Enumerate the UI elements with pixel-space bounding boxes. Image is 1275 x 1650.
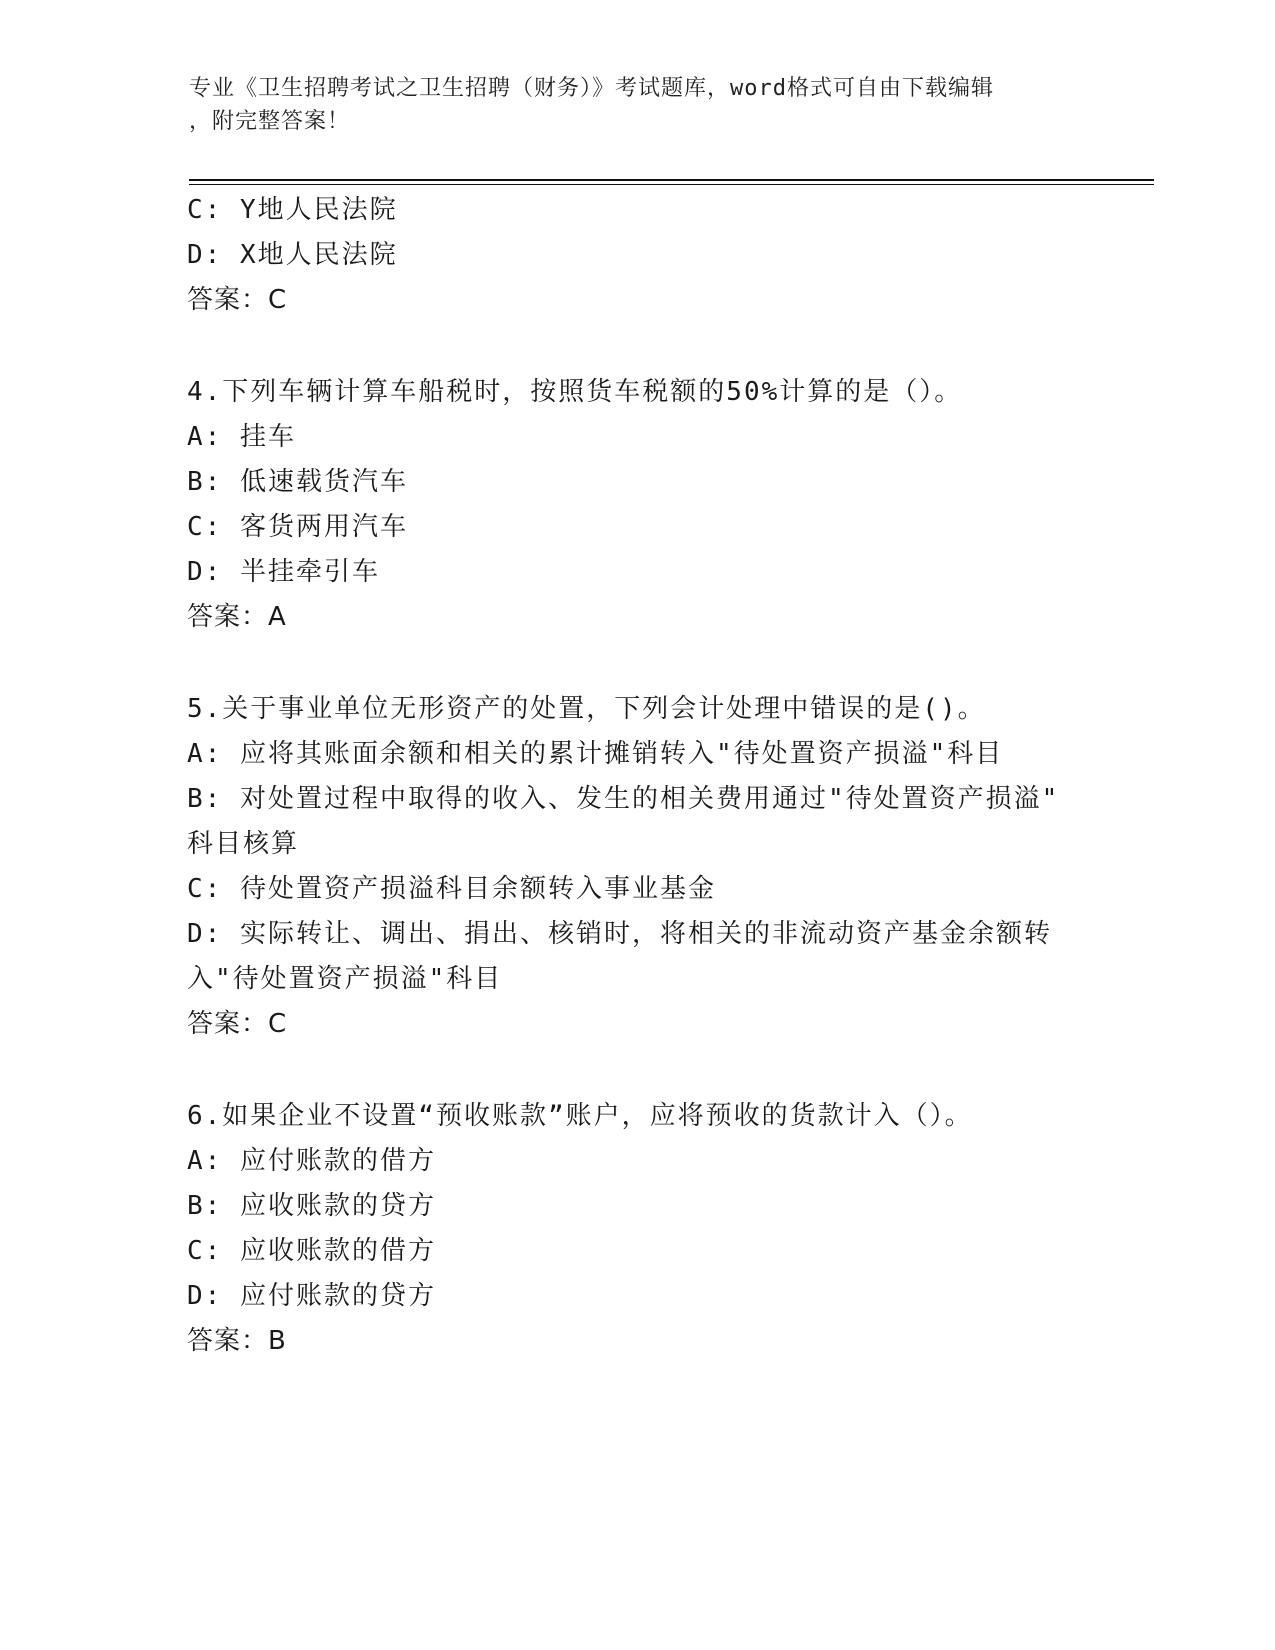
q5-question: 5.关于事业单位无形资产的处置，下列会计处理中错误的是()。 — [187, 694, 986, 724]
header-line-1: 专业《卫生招聘考试之卫生招聘（财务）》考试题库，word格式可自由下载编辑 — [189, 76, 994, 101]
spacer — [187, 640, 1087, 687]
q5-answer: 答案：C — [187, 1009, 288, 1039]
q6-option-b: B: 应收账款的贷方 — [187, 1191, 436, 1221]
question-list — [187, 188, 1087, 1364]
q5-option-d-line-2: 入"待处置资产损溢"科目 — [187, 964, 503, 994]
header-rule-thick — [189, 179, 1154, 181]
question-4 — [187, 370, 1087, 640]
header-line-2: ，附完整答案！ — [189, 109, 351, 134]
q6-option-d: D: 应付账款的贷方 — [187, 1281, 436, 1311]
q3-option-c: C: Y地人民法院 — [187, 195, 398, 225]
q6-answer: 答案：B — [187, 1326, 287, 1356]
header-rule-thin — [189, 184, 1154, 185]
q6-option-c: C: 应收账款的借方 — [187, 1236, 436, 1266]
question-3-tail — [187, 188, 1087, 323]
question-5 — [187, 687, 1087, 1047]
q4-option-b: B: 低速载货汽车 — [187, 467, 408, 497]
spacer — [187, 1047, 1087, 1094]
q5-option-a: A: 应将其账面余额和相关的累计摊销转入"待处置资产损溢"科目 — [187, 739, 1004, 769]
question-6 — [187, 1094, 1087, 1364]
q4-option-a: A: 挂车 — [187, 422, 296, 452]
q6-question: 6.如果企业不设置“预收账款”账户，应将预收的货款计入（）。 — [187, 1101, 973, 1131]
q4-option-c: C: 客货两用汽车 — [187, 512, 408, 542]
spacer — [187, 323, 1087, 370]
q4-option-d: D: 半挂牵引车 — [187, 557, 380, 587]
q6-option-a: A: 应付账款的借方 — [187, 1146, 436, 1176]
q4-answer: 答案：A — [187, 602, 287, 632]
q5-option-d-line-1: D: 实际转让、调出、捐出、核销时，将相关的非流动资产基金余额转 — [187, 919, 1052, 949]
page-header — [189, 72, 1089, 138]
q3-option-d: D: X地人民法院 — [187, 240, 398, 270]
q5-option-c: C: 待处置资产损溢科目余额转入事业基金 — [187, 874, 716, 904]
q3-answer: 答案：C — [187, 285, 288, 315]
q4-question: 4.下列车辆计算车船税时，按照货车税额的50%计算的是（）。 — [187, 377, 963, 407]
q5-option-b-line-2: 科目核算 — [187, 829, 300, 859]
q5-option-b-line-1: B: 对处置过程中取得的收入、发生的相关费用通过"待处置资产损溢" — [187, 784, 1060, 814]
